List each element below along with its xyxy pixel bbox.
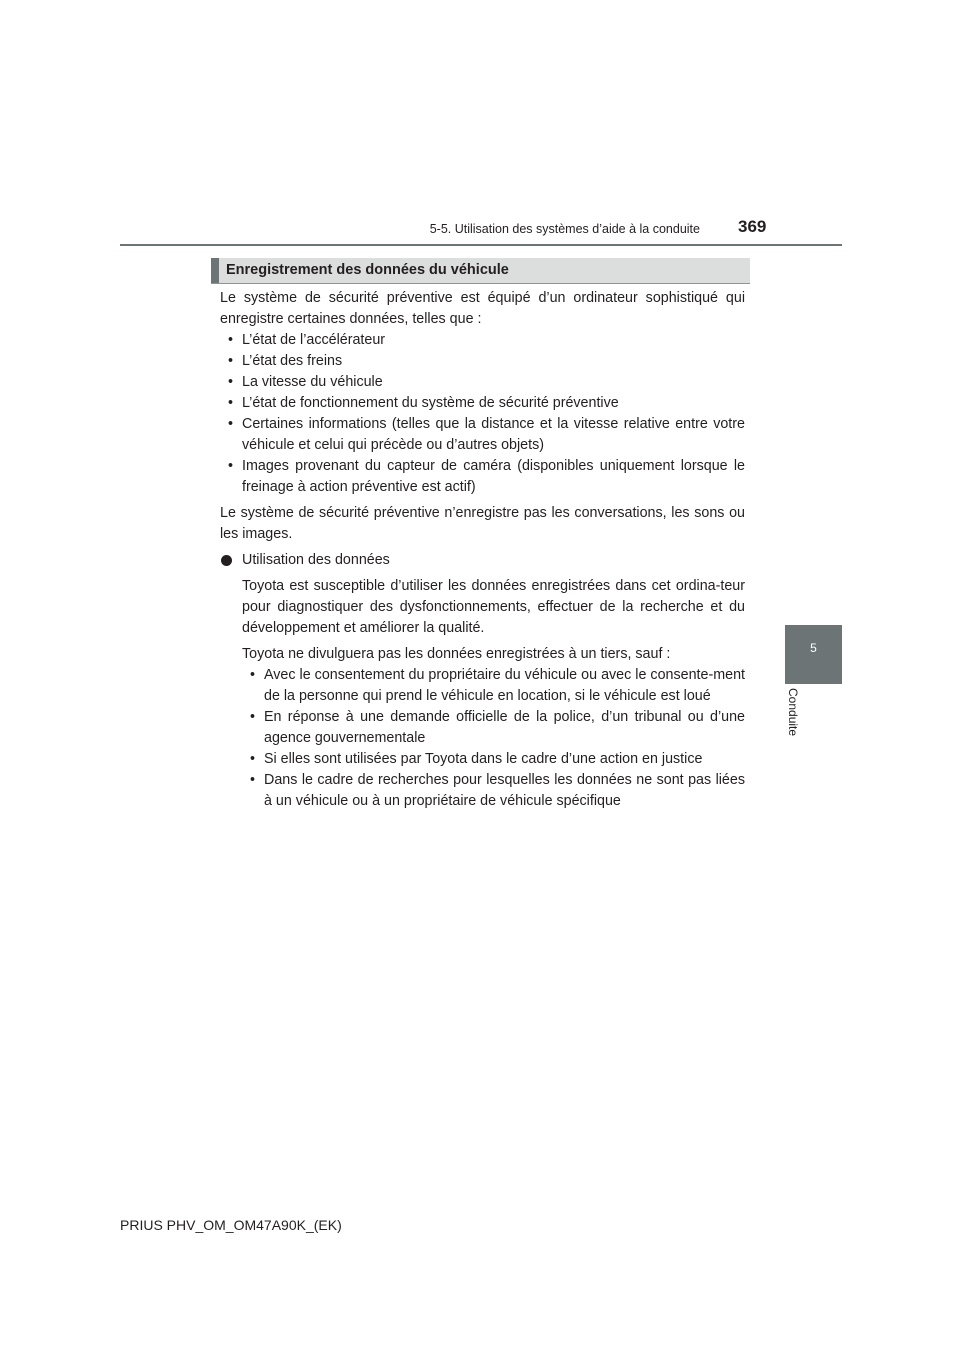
bullet-icon: • xyxy=(250,709,256,725)
list-item: • Avec le consentement du propriétaire du véhicule ou avec le consente-ment de la personne qui prend le véhicule en location, si le véhicule est loué xyxy=(250,667,745,704)
bullet-icon: • xyxy=(250,667,256,683)
bullet-icon: • xyxy=(250,751,256,767)
page-number: 369 xyxy=(738,217,767,236)
bullet-icon: • xyxy=(228,374,234,390)
usage-paragraph-2: Toyota ne divulguera pas les données enregistrées à un tiers, sauf : xyxy=(242,646,671,662)
list-item: • Certaines informations (telles que la distance et la vitesse relative entre votre véhicule et celui qui précède ou d’autres objets) xyxy=(228,416,745,453)
chapter-tab[interactable] xyxy=(785,625,842,684)
list-item: • La vitesse du véhicule xyxy=(220,372,745,393)
no-record-paragraph: Le système de sécurité préventive n’enregistre pas les conversations, les sons ou les images. xyxy=(220,505,745,542)
bullet-icon: • xyxy=(228,353,234,369)
usage-heading xyxy=(220,550,745,571)
section-title: Enregistrement des données du véhicule xyxy=(226,262,509,278)
list-item: • L’état de l’accélérateur xyxy=(220,330,745,351)
bullet-icon: • xyxy=(228,416,234,432)
list-item: • Images provenant du capteur de caméra (disponibles uniquement lorsque le freinage à action préventive est actif) xyxy=(228,458,745,495)
exceptions-list xyxy=(242,665,745,812)
footer-model-code: PRIUS PHV_OM_OM47A90K_(EK) xyxy=(120,1217,342,1233)
bullet-icon: • xyxy=(228,458,234,474)
list-item: • En réponse à une demande officielle de la police, d’un tribunal ou d’une agence gouvernementale xyxy=(250,709,745,746)
header-divider xyxy=(120,244,842,246)
section-content xyxy=(220,288,745,812)
bullet-icon: • xyxy=(250,772,256,788)
usage-paragraph-1: Toyota est susceptible d’utiliser les données enregistrées dans cet ordina-teur pour diagnostiquer des dysfonctionnements, effectuer de la recherche et du développement et améliorer la qualité. xyxy=(242,578,745,636)
intro-paragraph: Le système de sécurité préventive est équipé d’un ordinateur sophistiqué qui enregistre certaines données, telles que : xyxy=(220,290,745,327)
title-accent-bar xyxy=(211,258,219,283)
list-item: • Dans le cadre de recherches pour lesquelles les données ne sont pas liées à un véhicule ou à un propriétaire de véhicule spécifique xyxy=(250,772,745,809)
usage-body xyxy=(220,576,745,812)
filled-circle-icon xyxy=(221,555,232,566)
list-item: • L’état des freins xyxy=(220,351,745,372)
recorded-items-list xyxy=(220,330,745,498)
section-title-bar xyxy=(211,258,750,284)
usage-heading-text: Utilisation des données xyxy=(242,552,390,568)
chapter-label: Conduite xyxy=(786,688,800,737)
header-section-reference: 5-5. Utilisation des systèmes d’aide à la conduite xyxy=(429,222,700,236)
list-item: • Si elles sont utilisées par Toyota dans le cadre d’une action en justice xyxy=(242,749,745,770)
bullet-icon: • xyxy=(228,395,234,411)
chapter-number: 5 xyxy=(810,641,817,655)
bullet-icon: • xyxy=(228,332,234,348)
list-item: • L’état de fonctionnement du système de sécurité préventive xyxy=(220,393,745,414)
